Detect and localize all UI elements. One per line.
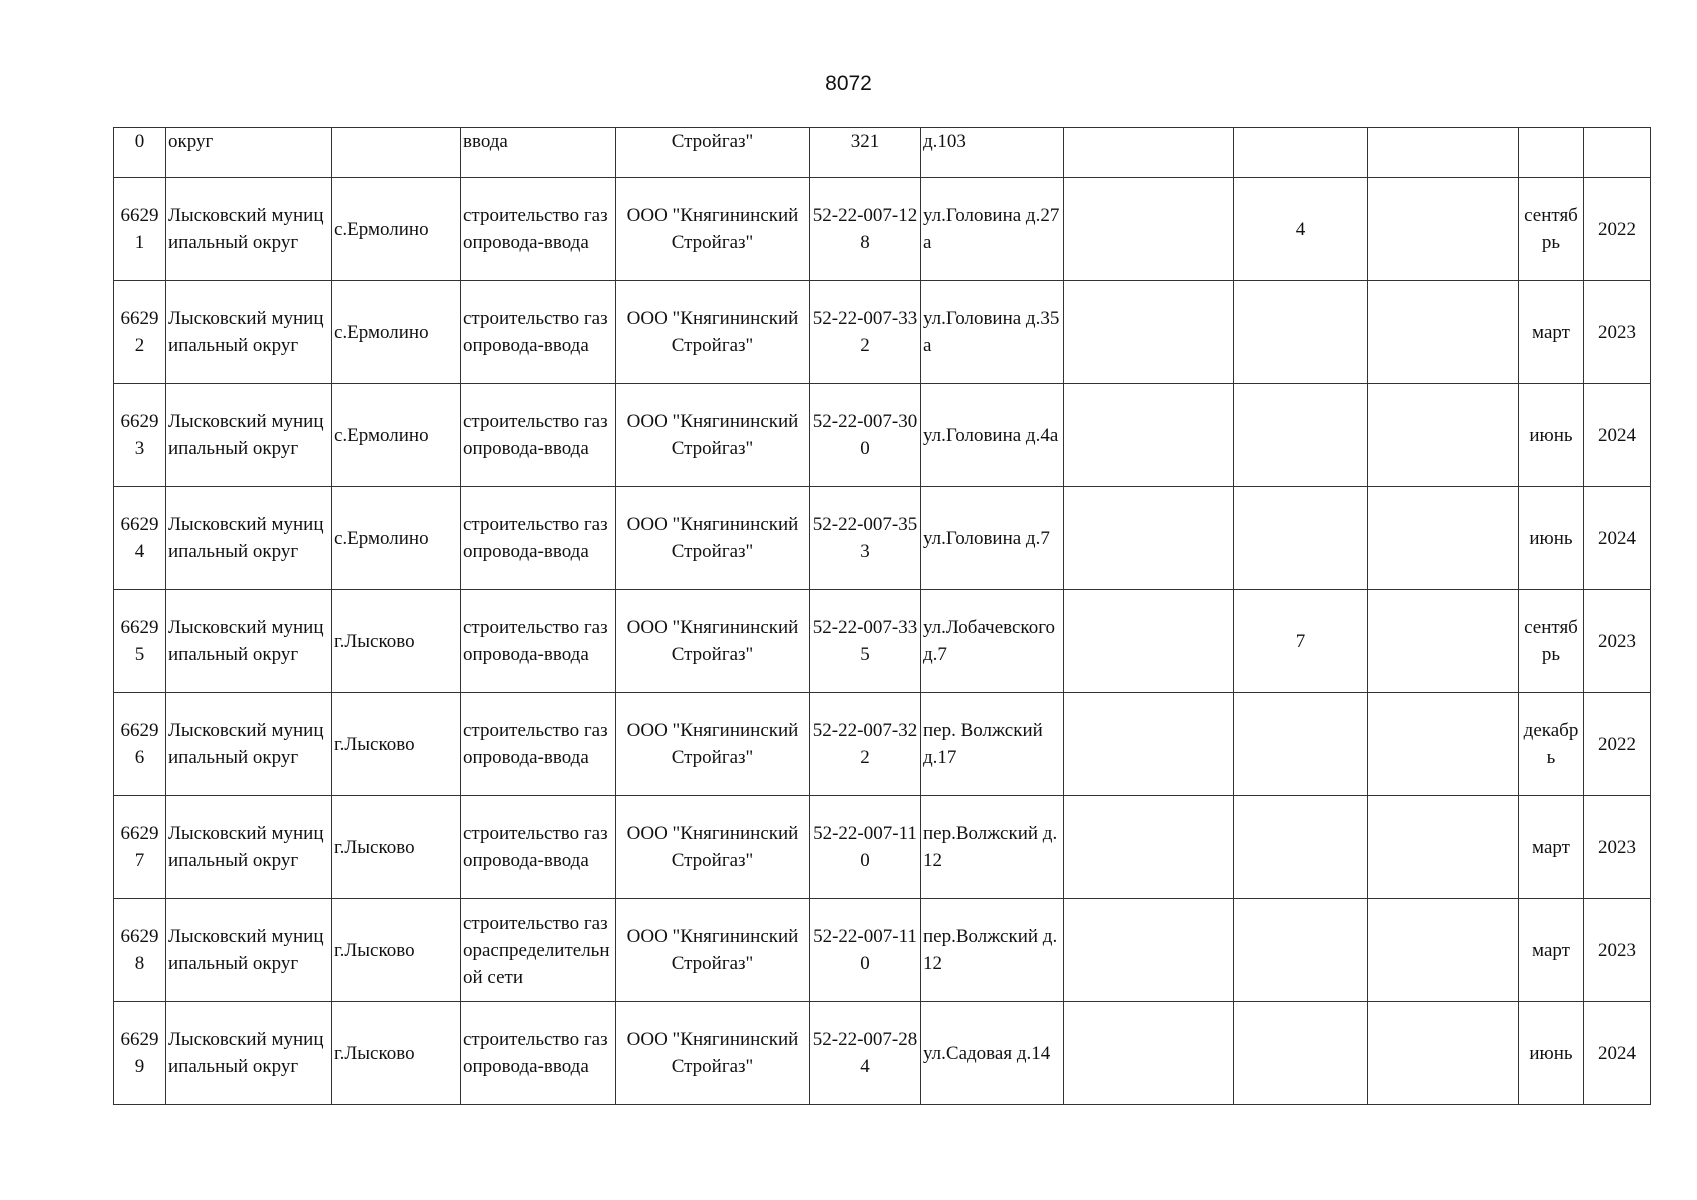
table-row: [114, 590, 1651, 693]
work-type-cell: строительство газопровода-ввода: [461, 178, 616, 281]
empty-cell: [1064, 693, 1234, 796]
work-type-cell: строительство газопровода-ввода: [461, 693, 616, 796]
table-row: [114, 899, 1651, 1002]
empty-cell: [1368, 178, 1519, 281]
address-cell: пер. Волжский д.17: [921, 693, 1064, 796]
work-type-cell: строительство газораспределительной сети: [461, 899, 616, 1002]
count-cell: [1234, 899, 1368, 1002]
row-number-cell: 66294: [114, 487, 166, 590]
contractor-cell: Стройгаз": [616, 128, 810, 178]
year-cell: 2024: [1584, 487, 1651, 590]
locality-cell: г.Лысково: [332, 693, 461, 796]
permit-code-cell: 321: [810, 128, 921, 178]
permit-code-cell: 52-22-007-322: [810, 693, 921, 796]
address-cell: ул.Головина д.4а: [921, 384, 1064, 487]
page-number: 8072: [825, 72, 872, 95]
empty-cell: [1368, 281, 1519, 384]
permit-code-cell: 52-22-007-284: [810, 1002, 921, 1105]
locality-cell: с.Ермолино: [332, 281, 461, 384]
locality-cell: с.Ермолино: [332, 178, 461, 281]
year-cell: 2023: [1584, 796, 1651, 899]
district-cell: округ: [166, 128, 332, 178]
registry-table: [113, 127, 1651, 1105]
empty-cell: [1368, 693, 1519, 796]
month-cell: июнь: [1519, 384, 1584, 487]
year-cell: 2024: [1584, 1002, 1651, 1105]
empty-cell: [1064, 281, 1234, 384]
address-cell: ул.Лобачевского д.7: [921, 590, 1064, 693]
row-number-cell: 66295: [114, 590, 166, 693]
locality-cell: с.Ермолино: [332, 487, 461, 590]
permit-code-cell: 52-22-007-110: [810, 796, 921, 899]
contractor-cell: ООО "Княгининский Стройгаз": [616, 384, 810, 487]
district-cell: Лысковский муниципальный округ: [166, 693, 332, 796]
district-cell: Лысковский муниципальный округ: [166, 281, 332, 384]
count-cell: 7: [1234, 590, 1368, 693]
contractor-cell: ООО "Княгининский Стройгаз": [616, 1002, 810, 1105]
table-row: [114, 693, 1651, 796]
table-row: [114, 796, 1651, 899]
district-cell: Лысковский муниципальный округ: [166, 899, 332, 1002]
district-cell: Лысковский муниципальный округ: [166, 796, 332, 899]
year-cell: 2022: [1584, 178, 1651, 281]
district-cell: Лысковский муниципальный округ: [166, 178, 332, 281]
locality-cell: г.Лысково: [332, 796, 461, 899]
empty-cell: [1368, 1002, 1519, 1105]
year-cell: 2023: [1584, 281, 1651, 384]
table-row: [114, 487, 1651, 590]
address-cell: ул.Головина д.35а: [921, 281, 1064, 384]
work-type-cell: строительство газопровода-ввода: [461, 487, 616, 590]
empty-cell: [1368, 128, 1519, 178]
count-cell: [1234, 693, 1368, 796]
contractor-cell: ООО "Княгининский Стройгаз": [616, 693, 810, 796]
empty-cell: [1064, 384, 1234, 487]
month-cell: июнь: [1519, 487, 1584, 590]
locality-cell: г.Лысково: [332, 899, 461, 1002]
year-cell: 2023: [1584, 590, 1651, 693]
work-type-cell: строительство газопровода-ввода: [461, 384, 616, 487]
empty-cell: [1064, 487, 1234, 590]
month-cell: июнь: [1519, 1002, 1584, 1105]
month-cell: март: [1519, 281, 1584, 384]
empty-cell: [1064, 1002, 1234, 1105]
empty-cell: [1368, 384, 1519, 487]
row-number-cell: 66298: [114, 899, 166, 1002]
table-row: [114, 1002, 1651, 1105]
count-cell: [1234, 796, 1368, 899]
month-cell: март: [1519, 899, 1584, 1002]
count-cell: [1234, 384, 1368, 487]
permit-code-cell: 52-22-007-300: [810, 384, 921, 487]
empty-cell: [1064, 128, 1234, 178]
month-cell: сентябрь: [1519, 590, 1584, 693]
empty-cell: [1064, 590, 1234, 693]
work-type-cell: строительство газопровода-ввода: [461, 796, 616, 899]
permit-code-cell: 52-22-007-332: [810, 281, 921, 384]
row-number-cell: 0: [114, 128, 166, 178]
permit-code-cell: 52-22-007-353: [810, 487, 921, 590]
year-cell: [1584, 128, 1651, 178]
year-cell: 2022: [1584, 693, 1651, 796]
address-cell: ул.Головина д.7: [921, 487, 1064, 590]
month-cell: март: [1519, 796, 1584, 899]
address-cell: ул.Головина д.27а: [921, 178, 1064, 281]
year-cell: 2023: [1584, 899, 1651, 1002]
row-number-cell: 66297: [114, 796, 166, 899]
district-cell: Лысковский муниципальный округ: [166, 1002, 332, 1105]
work-type-cell: строительство газопровода-ввода: [461, 590, 616, 693]
row-number-cell: 66299: [114, 1002, 166, 1105]
contractor-cell: ООО "Княгининский Стройгаз": [616, 590, 810, 693]
empty-cell: [1064, 796, 1234, 899]
contractor-cell: ООО "Княгининский Стройгаз": [616, 487, 810, 590]
month-cell: декабрь: [1519, 693, 1584, 796]
district-cell: Лысковский муниципальный округ: [166, 590, 332, 693]
permit-code-cell: 52-22-007-335: [810, 590, 921, 693]
district-cell: Лысковский муниципальный округ: [166, 384, 332, 487]
month-cell: сентябрь: [1519, 178, 1584, 281]
row-number-cell: 66296: [114, 693, 166, 796]
locality-cell: г.Лысково: [332, 1002, 461, 1105]
empty-cell: [1368, 796, 1519, 899]
count-cell: [1234, 281, 1368, 384]
address-cell: д.103: [921, 128, 1064, 178]
empty-cell: [1368, 487, 1519, 590]
row-number-cell: 66292: [114, 281, 166, 384]
count-cell: 4: [1234, 178, 1368, 281]
empty-cell: [1064, 178, 1234, 281]
address-cell: пер.Волжский д.12: [921, 899, 1064, 1002]
contractor-cell: ООО "Княгининский Стройгаз": [616, 281, 810, 384]
month-cell: [1519, 128, 1584, 178]
count-cell: [1234, 487, 1368, 590]
empty-cell: [1368, 590, 1519, 693]
address-cell: ул.Садовая д.14: [921, 1002, 1064, 1105]
count-cell: [1234, 1002, 1368, 1105]
locality-cell: с.Ермолино: [332, 384, 461, 487]
count-cell: [1234, 128, 1368, 178]
permit-code-cell: 52-22-007-128: [810, 178, 921, 281]
table-row: [114, 384, 1651, 487]
permit-code-cell: 52-22-007-110: [810, 899, 921, 1002]
contractor-cell: ООО "Княгининский Стройгаз": [616, 796, 810, 899]
work-type-cell: ввода: [461, 128, 616, 178]
table-row: [114, 178, 1651, 281]
contractor-cell: ООО "Княгининский Стройгаз": [616, 178, 810, 281]
row-number-cell: 66293: [114, 384, 166, 487]
address-cell: пер.Волжский д.12: [921, 796, 1064, 899]
table-row: [114, 128, 1651, 178]
empty-cell: [1368, 899, 1519, 1002]
work-type-cell: строительство газопровода-ввода: [461, 281, 616, 384]
contractor-cell: ООО "Княгининский Стройгаз": [616, 899, 810, 1002]
empty-cell: [1064, 899, 1234, 1002]
district-cell: Лысковский муниципальный округ: [166, 487, 332, 590]
locality-cell: [332, 128, 461, 178]
work-type-cell: строительство газопровода-ввода: [461, 1002, 616, 1105]
locality-cell: г.Лысково: [332, 590, 461, 693]
row-number-cell: 66291: [114, 178, 166, 281]
table-row: [114, 281, 1651, 384]
year-cell: 2024: [1584, 384, 1651, 487]
